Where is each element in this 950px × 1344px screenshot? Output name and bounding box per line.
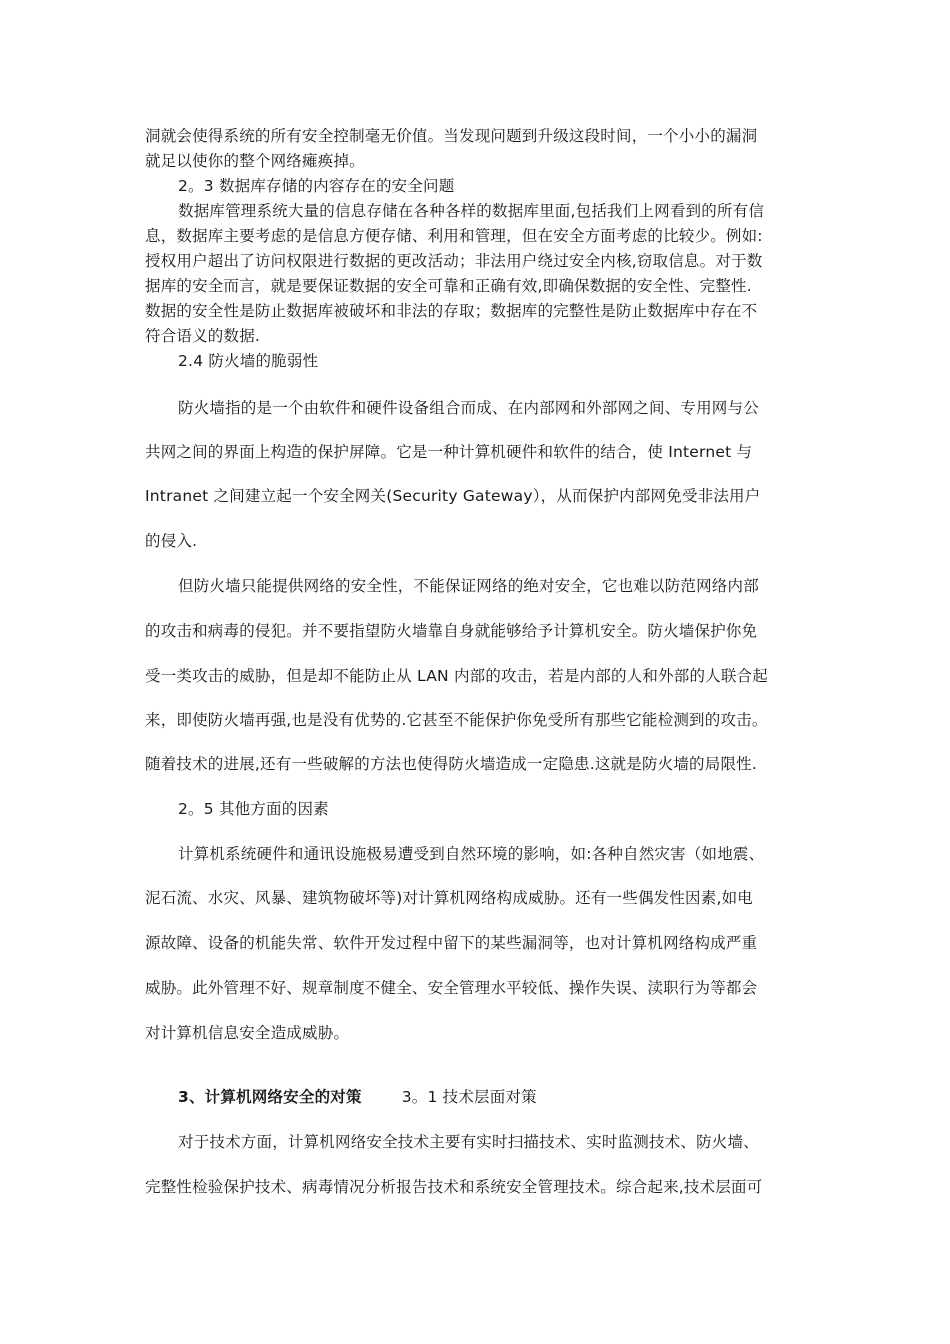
document-page bbox=[145, 0, 807, 1344]
text-line: 符合语义的数据. bbox=[145, 327, 261, 345]
text-line: 数据库管理系统大量的信息存储在各种各样的数据库里面,包括我们上网看到的所有信 bbox=[178, 202, 765, 220]
text-line: 计算机系统硬件和通讯设施极易遭受到自然环境的影响，如:各种自然灾害（如地震、 bbox=[178, 845, 765, 863]
section-heading-3-1: 3。1 技术层面对策 bbox=[401, 1088, 537, 1106]
section-heading-3-title: 3、计算机网络安全的对策 bbox=[178, 1088, 362, 1106]
text-line: Intranet 之间建立起一个安全网关(Security Gateway），从而保护内部网免受非法用户 bbox=[145, 487, 761, 505]
text-line: 共网之间的界面上构造的保护屏障。它是一种计算机硬件和软件的结合，使 Internet 与 bbox=[145, 443, 753, 461]
text-line: 来，即使防火墙再强,也是没有优势的.它甚至不能保护你免受所有那些它能检测到的攻击。 bbox=[145, 711, 768, 729]
text-line: 的攻击和病毒的侵犯。并不要指望防火墙靠自身就能够给予计算机安全。防火墙保护你免 bbox=[145, 622, 758, 640]
text-line: 数据的安全性是防止数据库被破坏和非法的存取；数据库的完整性是防止数据库中存在不 bbox=[145, 302, 758, 320]
section-heading-2-4: 2.4 防火墙的脆弱性 bbox=[178, 352, 319, 370]
text-line: 的侵入. bbox=[145, 532, 198, 550]
section-heading-2-5: 2。5 其他方面的因素 bbox=[178, 800, 329, 818]
text-line: 但防火墙只能提供网络的安全性，不能保证网络的绝对安全，它也难以防范网络内部 bbox=[178, 577, 759, 595]
text-line: 威胁。此外管理不好、规章制度不健全、安全管理水平较低、操作失误、渎职行为等都会 bbox=[145, 979, 758, 997]
text-line: 源故障、设备的机能失常、软件开发过程中留下的某些漏洞等，也对计算机网络构成严重 bbox=[145, 934, 758, 952]
text-line: 受一类攻击的威胁，但是却不能防止从 LAN 内部的攻击，若是内部的人和外部的人联合起 bbox=[145, 667, 768, 685]
text-line: 泥石流、水灾、风暴、建筑物破坏等)对计算机网络构成威胁。还有一些偶发性因素,如电 bbox=[145, 889, 753, 907]
text-line: 对计算机信息安全造成威胁。 bbox=[145, 1024, 350, 1042]
text-line: 授权用户超出了访问权限进行数据的更改活动；非法用户绕过安全内核,窃取信息。对于数 bbox=[145, 252, 763, 270]
text-line: 随着技术的进展,还有一些破解的方法也使得防火墙造成一定隐患.这就是防火墙的局限性. bbox=[145, 755, 757, 773]
text-line: 防火墙指的是一个由软件和硬件设备组合而成、在内部网和外部网之间、专用网与公 bbox=[178, 399, 759, 417]
text-line: 息，数据库主要考虑的是信息方便存储、利用和管理，但在安全方面考虑的比较少。例如: bbox=[145, 227, 763, 245]
text-line: 据库的安全而言，就是要保证数据的安全可靠和正确有效,即确保数据的安全性、完整性. bbox=[145, 277, 752, 295]
section-heading-2-3: 2。3 数据库存储的内容存在的安全问题 bbox=[178, 177, 455, 195]
text-line: 对于技术方面，计算机网络安全技术主要有实时扫描技术、实时监测技术、防火墙、 bbox=[178, 1133, 759, 1151]
section-heading-3 bbox=[145, 1086, 840, 1108]
text-line: 完整性检验保护技术、病毒情况分析报告技术和系统安全管理技术。综合起来,技术层面可 bbox=[145, 1178, 763, 1196]
text-line: 就足以使你的整个网络瘫痪掉。 bbox=[145, 152, 365, 170]
text-line: 洞就会使得系统的所有安全控制毫无价值。当发现问题到升级这段时间，一个小小的漏洞 bbox=[145, 127, 758, 145]
